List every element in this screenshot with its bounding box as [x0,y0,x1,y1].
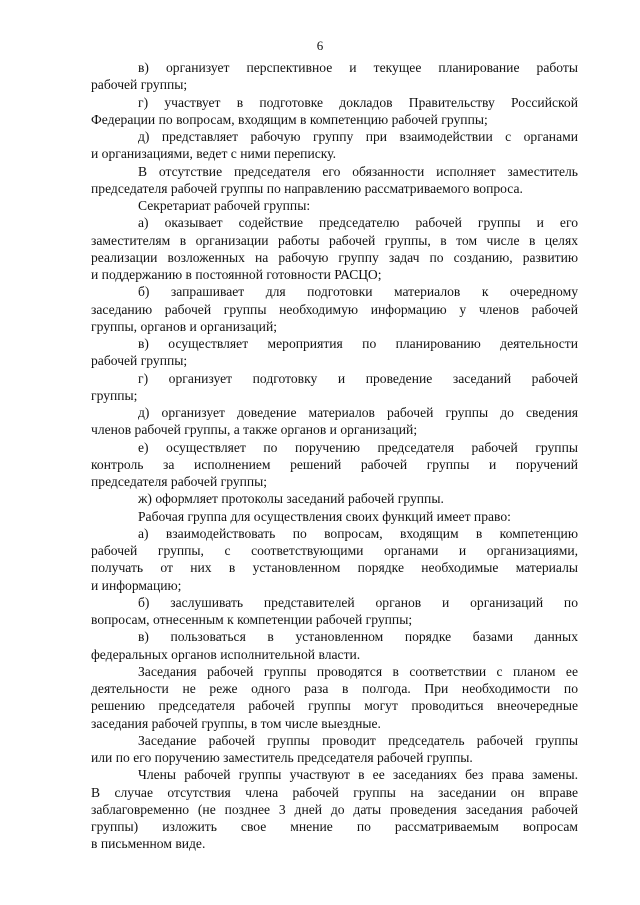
text-line: г) участвует в подготовке докладов Правительству Российской [138,94,578,110]
text-line: В отсутствие председателя его обязанности исполняет заместитель [138,163,578,179]
text-line: б) заслушивать представителей органов и организаций по [138,594,578,610]
text-line: рабочей группы; [91,77,188,93]
text-line: или по его поручению заместитель председателя рабочей группы. [91,750,473,765]
text-line: и организациями, ведет с ними переписку. [91,146,337,162]
text-line: рабочей группы; [91,353,188,369]
text-line: федеральных органов исполнительной власти. [91,646,361,662]
text-line: реализации возложенных на рабочую группу задач по созданию, развитию [91,249,578,265]
text-line: а) оказывает содействие председателю рабочей группы и его [138,215,578,231]
text-line: заседанию рабочей группы необходимую информацию у членов рабочей [91,301,578,317]
text-line: а) взаимодействовать по вопросам, входящим в компетенцию [138,525,578,541]
text-line: вопросам, отнесенным к компетенции рабочей группы; [91,612,413,627]
text-line: и поддержанию в постоянной готовности РАСЦО; [91,267,382,282]
page-number: 6 [316,38,324,53]
text-line: д) организует доведение материалов рабочей группы до сведения [138,405,578,420]
text-line: председателя рабочей группы по направлению рассматриваемого вопроса. [91,180,523,196]
text-line: и информацию; [91,577,182,593]
text-line: председателя рабочей группы; [91,474,268,489]
text-line: группы; [91,387,138,403]
text-line: Секретариат рабочей группы: [138,198,311,213]
text-line: Федерации по вопросам, входящим в компетенцию рабочей группы; [91,111,488,127]
text-line: заместителям в организации работы рабочей группы, в том числе в целях [91,232,578,248]
text-line: заблаговременно (не позднее 3 дней до даты проведения заседания рабочей [91,801,578,817]
text-line: б) запрашивает для подготовки материалов к очередному [138,284,578,300]
text-line: в) пользоваться в установленном порядке базами данных [138,629,578,645]
text-line: е) осуществляет по поручению председателя рабочей группы [138,439,578,455]
text-line: ж) оформляет протоколы заседаний рабочей группы. [138,491,444,507]
text-line: заседания рабочей группы, в том числе выездные. [91,715,381,731]
text-line: деятельности не реже одного раза в полгода. При необходимости по [91,681,578,696]
text-line: решению председателя рабочей группы могут проводиться внеочередные [91,698,578,714]
text-line: Заседания рабочей группы проводятся в соответствии с планом ее [138,663,578,679]
text-line: рабочей группы, с соответствующими органами и организациями, [91,543,578,558]
document-body [91,59,578,853]
text-line: г) организует подготовку и проведение заседаний рабочей [138,370,578,386]
text-line: в) осуществляет мероприятия по планированию деятельности [138,336,578,351]
text-line: Члены рабочей группы участвуют в ее заседаниях без права замены. [138,767,578,783]
text-line: Рабочая группа для осуществления своих функций имеет право: [138,508,511,524]
text-line: группы) изложить свое мнение по рассматриваемым вопросам [91,819,578,834]
text-line: в письменном виде. [91,836,206,852]
text-line: получать от них в установленном порядке необходимые материалы [91,560,578,576]
text-line: группы, органов и организаций; [91,318,277,334]
text-line: В случае отсутствия члена рабочей группы на заседании он вправе [91,784,578,800]
text-line: Заседание рабочей группы проводит председатель рабочей группы [138,732,578,748]
text-line: контроль за исполнением решений рабочей группы и поручений [91,456,578,472]
text-line: членов рабочей группы, а также органов и организаций; [91,422,418,438]
text-line: д) представляет рабочую группу при взаимодействии с органами [138,129,578,144]
text-line: в) организует перспективное и текущее планирование работы [138,60,578,75]
